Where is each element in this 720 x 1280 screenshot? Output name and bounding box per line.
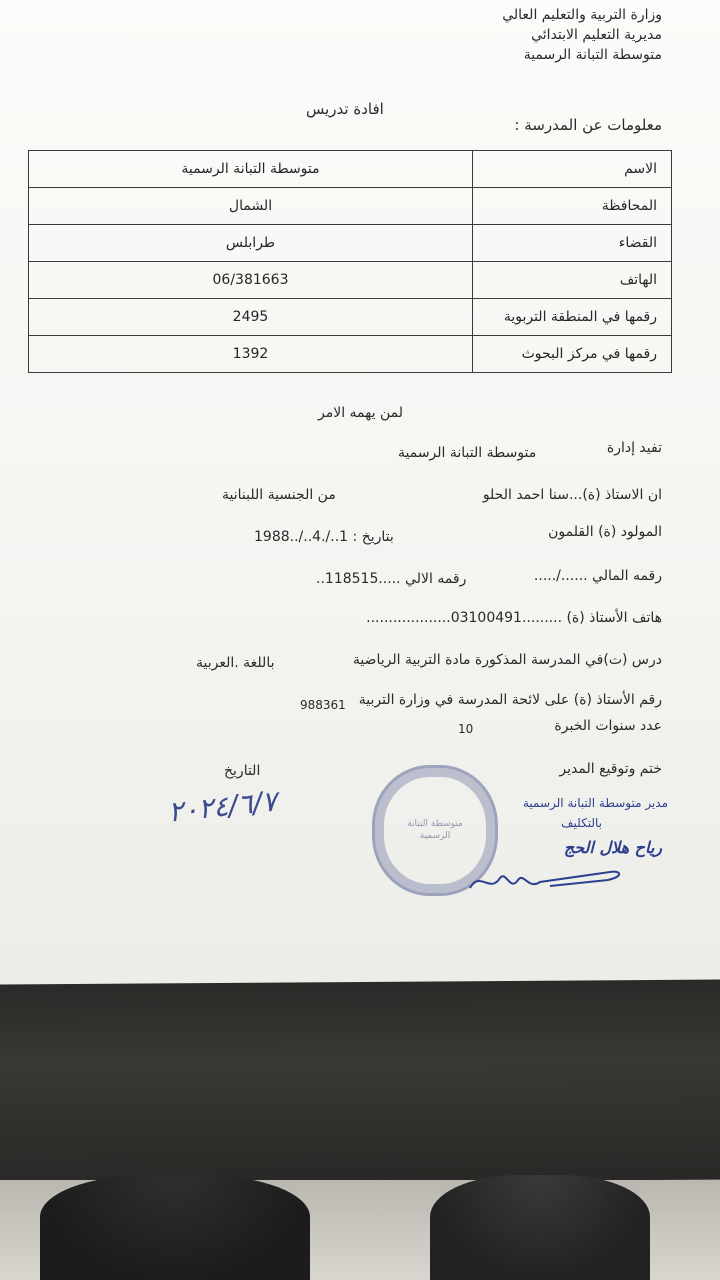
row-label: الاسم <box>473 151 672 188</box>
certify-school: متوسطة التبانة الرسمية <box>398 445 537 461</box>
row-label: رقمها في المنطقة التربوية <box>473 299 672 336</box>
director-signature <box>440 850 630 900</box>
header-school: متوسطة التبانة الرسمية <box>523 47 662 63</box>
certify-label: تفيد إدارة <box>606 440 662 456</box>
row-label: القضاء <box>473 225 672 262</box>
teacher-line: ان الاستاذ (ة)...سنا احمد الحلو <box>482 487 662 503</box>
row-value: 06/381663 <box>29 262 473 299</box>
teaching-language: باللغة .العربية <box>196 655 275 671</box>
row-label: الهاتف <box>473 262 672 299</box>
birth-date: بتاريخ : 1../.4../..1988 <box>254 529 394 545</box>
row-value: 1392 <box>29 336 473 373</box>
nationality: من الجنسية اللبنانية <box>222 487 336 503</box>
birthplace: المولود (ة) القلمون <box>548 524 662 540</box>
person-leg-right <box>430 1175 650 1280</box>
subject-taught: درس (ت)في المدرسة المذكورة مادة التربية الرياضية <box>352 652 662 668</box>
financial-number: رقمه المالي ....../..... <box>533 568 662 584</box>
table-row <box>29 188 672 225</box>
register-number: 988361 <box>300 698 346 712</box>
row-value: الشمال <box>29 188 473 225</box>
director-name: رياح هلال الحج <box>563 838 662 857</box>
stamp-signature-label: ختم وتوقيع المدير <box>559 761 662 777</box>
table-row <box>29 151 672 188</box>
header-directorate: مديرية التعليم الابتدائي <box>531 27 662 43</box>
table-row <box>29 262 672 299</box>
assignment-label: بالتكليف <box>561 816 602 830</box>
experience-value: 10 <box>458 722 474 736</box>
date-label: التاريخ <box>224 763 261 779</box>
dark-surface <box>0 979 720 1184</box>
stamp-text: متوسطة التبانة الرسمية <box>407 819 463 841</box>
row-value: طرابلس <box>29 225 473 262</box>
header-ministry: وزارة التربية والتعليم العالي <box>502 7 662 23</box>
computer-number: رقمه الالي .....118515.. <box>316 571 467 587</box>
table-row <box>29 299 672 336</box>
row-value: متوسطة التبانة الرسمية <box>29 151 473 188</box>
section-title: معلومات عن المدرسة : <box>514 116 662 134</box>
document-title: افادة تدريس <box>306 100 384 118</box>
experience-label: عدد سنوات الخبرة <box>554 718 662 734</box>
school-info-table <box>28 150 672 373</box>
row-label: المحافظة <box>473 188 672 225</box>
row-label: رقمها في مركز البحوث <box>473 336 672 373</box>
table-row <box>29 225 672 262</box>
teacher-phone: هاتف الأستاذ (ة) .........03100491................... <box>366 610 662 626</box>
table-row <box>29 336 672 373</box>
to-whom-heading: لمن يهمه الامر <box>318 405 403 421</box>
director-title: مدير متوسطة التبانة الرسمية <box>522 796 668 810</box>
handwritten-date: ٢٠٢٤/٦/٧ <box>166 784 279 829</box>
register-line: رقم الأستاذ (ة) على لائحة المدرسة في وزارة التربية <box>358 692 662 708</box>
row-value: 2495 <box>29 299 473 336</box>
person-leg-left <box>40 1175 310 1280</box>
